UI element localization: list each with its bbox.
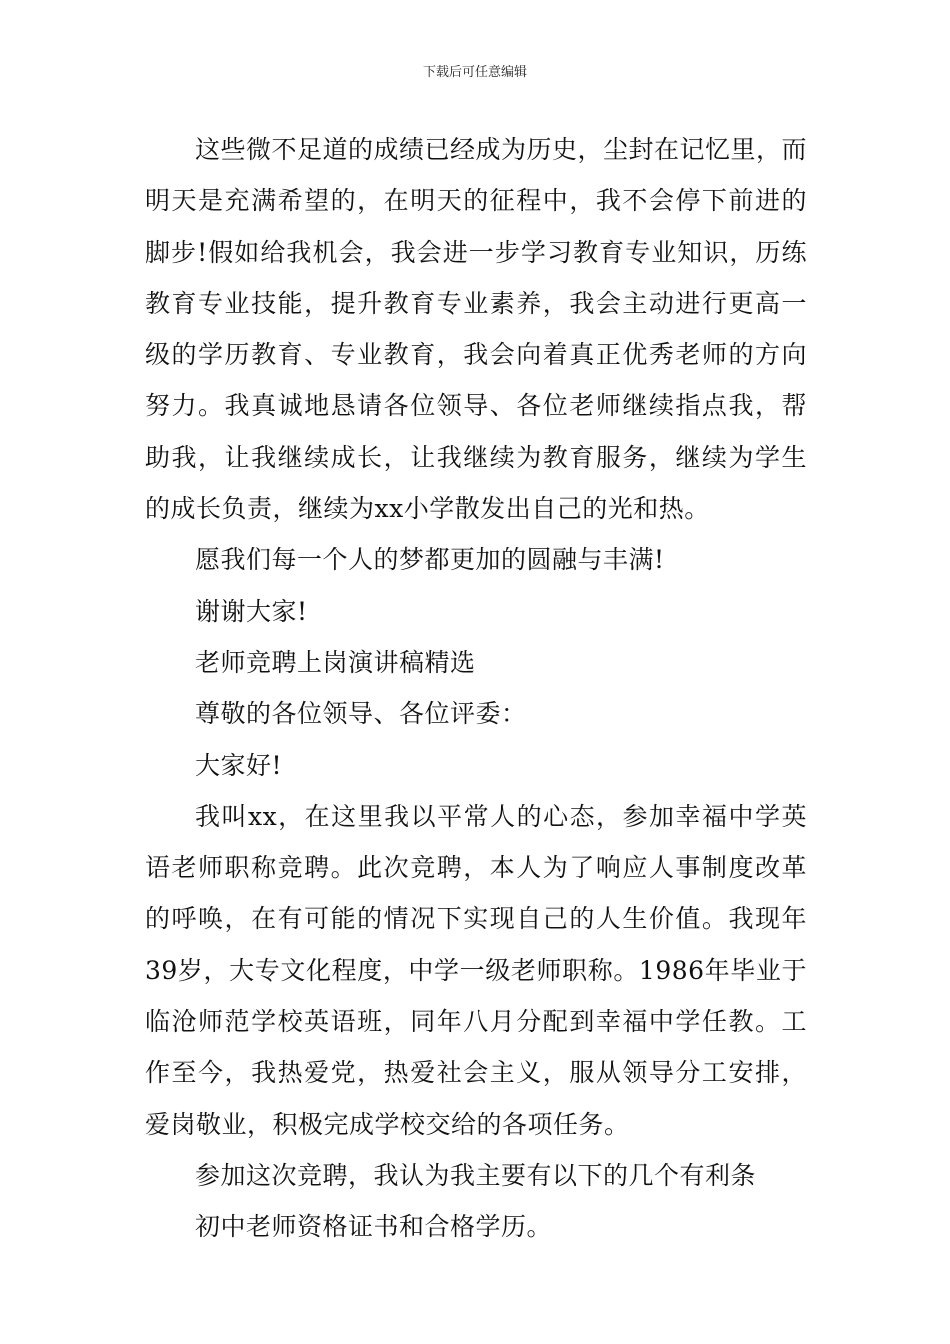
paragraph-achievements: 这些微不足道的成绩已经成为历史，尘封在记忆里，而明天是充满希望的，在明天的征程中，我不会停下前进的脚步!假如给我机会，我会进一步学习教育专业知识，历练教育专业技能，提升教育专业素养，我会主动进行更高一级的学历教育、专业教育，我会向着真正优秀老师的方向努力。我真诚地恳请各位领导、各位老师继续指点我，帮助我，让我继续成长，让我继续为教育服务，继续为学生的成长负责，继续为xx小学散发出自己的光和热。 — [145, 135, 808, 524]
section-title: 老师竞聘上岗演讲稿精选 — [195, 647, 476, 677]
paragraph-qualification: 初中老师资格证书和合格学历。 — [195, 1212, 553, 1242]
paragraph-greeting: 大家好! — [195, 750, 283, 780]
document-body — [145, 124, 807, 1253]
paragraph-introduction: 我叫xx，在这里我以平常人的心态，参加幸福中学英语老师职称竞聘。此次竞聘，本人为了响应人事制度改革的呼唤，在有可能的情况下实现自己的人生价值。我现年39岁，大专文化程度，中学一级老师职称。1986年毕业于临沧师范学校英语班，同年八月分配到幸福中学任教。工作至今，我热爱党，热爱社会主义，服从领导分工安排，爱岗敬业，积极完成学校交给的各项任务。 — [145, 801, 807, 1139]
paragraph-salutation: 尊敬的各位领导、各位评委： — [195, 699, 527, 729]
paragraph-conditions: 参加这次竞聘，我认为我主要有以下的几个有利条 — [195, 1160, 757, 1190]
paragraph-wish: 愿我们每一个人的梦都更加的圆融与丰满! — [195, 545, 665, 575]
paragraph-thanks: 谢谢大家! — [195, 596, 308, 626]
page-header: 下载后可任意编辑 — [422, 65, 527, 80]
